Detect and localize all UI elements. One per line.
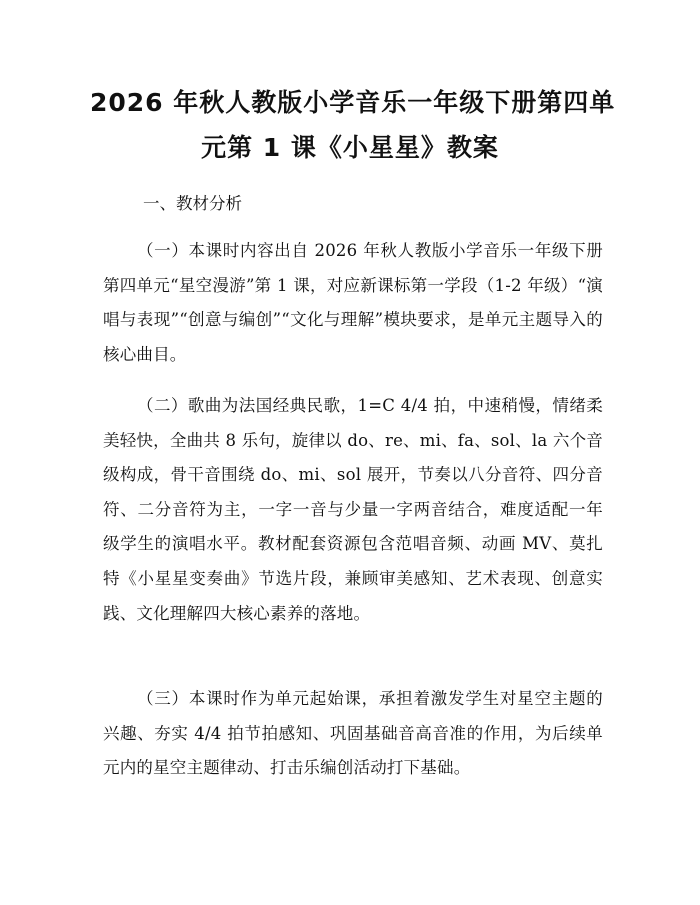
- document-title-line-1: 2026 年秋人教版小学音乐一年级下册第四单: [90, 88, 616, 117]
- document-title-line-2: 元第 1 课《小星星》教案: [201, 133, 499, 162]
- section-heading: 一、教材分析: [143, 194, 242, 213]
- paragraph-1: （一）本课时内容出自 2026 年秋人教版小学音乐一年级下册第四单元“星空漫游”第 1 课，对应新课标第一学段（1-2 年级）“演唱与表现”“创意与编创”“文化与理解”模块要求，是单元主题导入的核心曲目。: [103, 241, 603, 364]
- paragraph-3: （三）本课时作为单元起始课，承担着激发学生对星空主题的兴趣、夯实 4/4 拍节拍感知、巩固基础音高音准的作用，为后续单元内的星空主题律动、打击乐编创活动打下基础。: [103, 689, 603, 778]
- paragraph-2: （二）歌曲为法国经典民歌，1=C 4/4 拍，中速稍慢，情绪柔美轻快，全曲共 8 乐句，旋律以 do、re、mi、fa、sol、la 六个音级构成，骨干音围绕 do、mi、sol 展开，节奏以八分音符、四分音符、二分音符为主，一字一音与少量一字两音结合，难度适配一年级学生的演唱水平。教材配套资源包含范唱音频、动画 MV、莫扎特《小星星变奏曲》节选片段，兼顾审美感知、艺术表现、创意实践、文化理解四大核心素养的落地。: [103, 396, 603, 623]
